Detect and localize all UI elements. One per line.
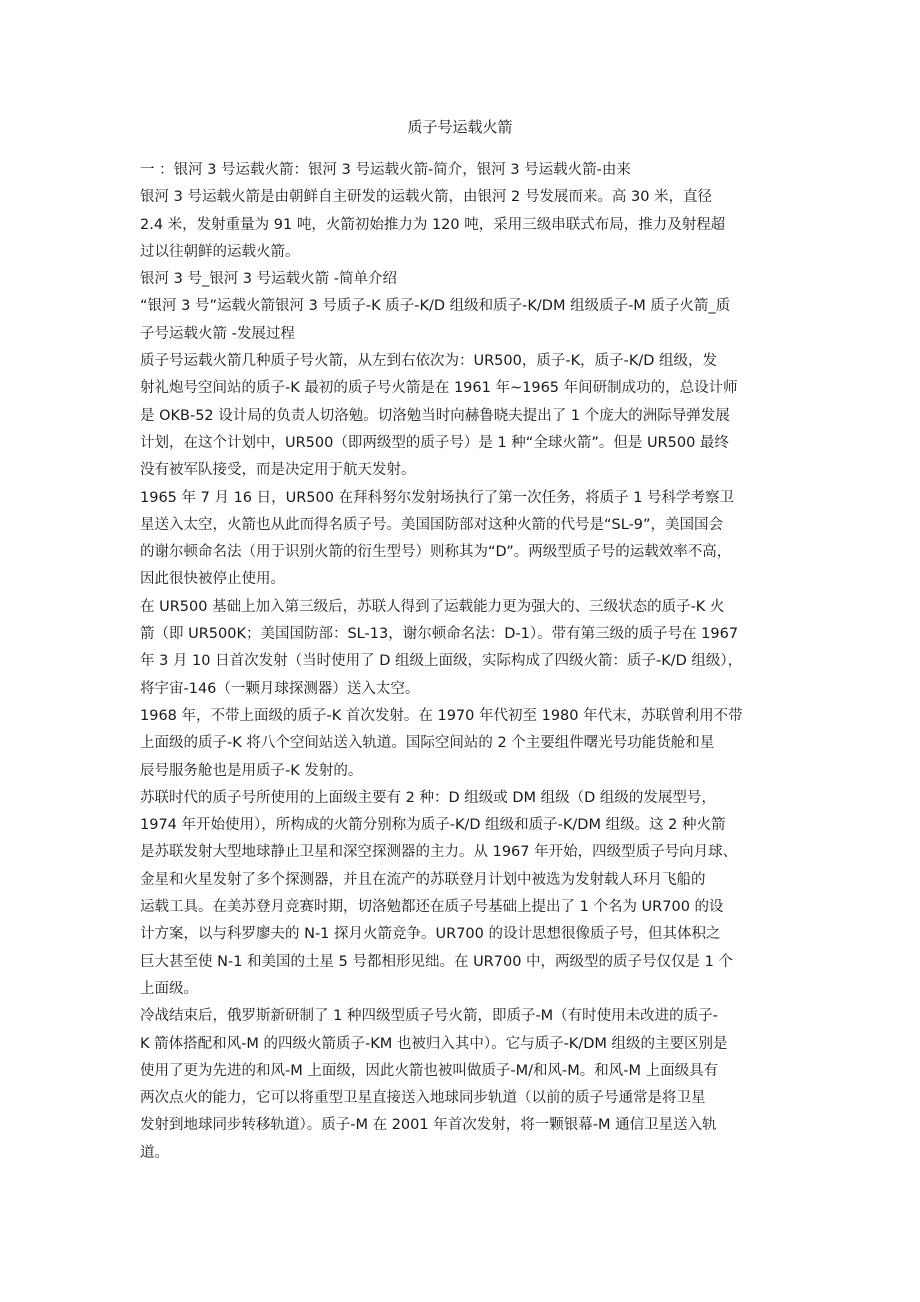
text-line: 在 UR500 基础上加入第三级后，苏联人得到了运载能力更为强大的、三级状态的质子-K 火 (140, 598, 725, 615)
text-line: “银河 3 号”运载火箭银河 3 号质子-K 质子-K/D 组级和质子-K/DM 组级质子-M 质子火箭_质 (140, 298, 731, 315)
text-line: 金星和火星发射了多个探测器，并且在流产的苏联登月计划中被选为发射载人环月飞船的 (140, 871, 706, 888)
text-line: 上面级的质子-K 将八个空间站送入轨道。国际空间站的 2 个主要组件曙光号功能货舱和星 (140, 735, 715, 752)
text-line: 冷战结束后，俄罗斯新研制了 1 种四级型质子号火箭，即质子-M（有时使用未改进的质子- (140, 1008, 718, 1025)
text-line: 发射到地球同步转移轨道）。质子-M 在 2001 年首次发射，将一颗银幕-M 通信卫星送入轨 (140, 1117, 717, 1134)
text-line: 1968 年，不带上面级的质子-K 首次发射。在 1970 年代初至 1980 年代末，苏联曾利用不带 (140, 707, 743, 724)
text-line: 1965 年 7 月 16 日，UR500 在拜科努尔发射场执行了第一次任务，将质子 1 号科学考察卫 (140, 489, 735, 506)
text-line: 两次点火的能力，它可以将重型卫星直接送入地球同步轨道（以前的质子号通常是将卫星 (140, 1090, 706, 1107)
text-line: 银河 3 号运载火箭是由朝鲜自主研发的运载火箭，由银河 2 号发展而来。高 30 米，直径 (140, 189, 713, 206)
text-line: 是 OKB-52 设计局的负责人切洛勉。切洛勉当时向赫鲁晓夫提出了 1 个庞大的洲际导弹发展 (140, 407, 730, 424)
text-line: 没有被军队接受，而是决定用于航天发射。 (140, 462, 416, 479)
text-line: 计划，在这个计划中，UR500（即两级型的质子号）是 1 种“全球火箭”。但是 UR500 最终 (140, 434, 729, 451)
text-line: 计方案，以与科罗廖夫的 N-1 探月火箭竞争。UR700 的设计思想很像质子号，但其体积之 (140, 926, 721, 943)
document-body (140, 157, 780, 1167)
text-line: 苏联时代的质子号所使用的上面级主要有 2 种：D 组级或 DM 组级（D 组级的发展型号， (140, 789, 716, 806)
text-line: K 箭体搭配和风-M 的四级火箭质子-KM 也被归入其中）。它与质子-K/DM 组级的主要区别是 (140, 1035, 728, 1052)
text-line: 1974 年开始使用），所构成的火箭分别称为质子-K/D 组级和质子-K/DM 组级。这 2 种火箭 (140, 817, 726, 834)
text-line: 射礼炮号空间站的质子-K 最初的质子号火箭是在 1961 年~1965 年间研制成功的，总设计师 (140, 380, 738, 397)
text-line: 使用了更为先进的和风-M 上面级，因此火箭也被叫做质子-M/和风-M。和风-M 上面级具有 (140, 1062, 719, 1079)
text-line: 道。 (140, 1144, 169, 1161)
text-line: 2.4 米，发射重量为 91 吨，火箭初始推力为 120 吨，采用三级串联式布局，推力及射程超 (140, 216, 726, 233)
text-line: 一 ：银河 3 号运载火箭：银河 3 号运载火箭-简介，银河 3 号运载火箭-由来 (140, 162, 631, 178)
text-line: 是苏联发射大型地球静止卫星和深空探测器的主力。从 1967 年开始，四级型质子号向月球、 (140, 844, 738, 861)
text-line: 上面级。 (140, 980, 198, 997)
text-line: 运载工具。在美苏登月竞赛时期，切洛勉都还在质子号基础上提出了 1 个名为 UR700 的设 (140, 899, 724, 916)
text-line: 子号运载火箭 -发展过程 (140, 325, 295, 342)
text-line: 的谢尔顿命名法（用于识别火箭的衍生型号）则称其为“D”。两级型质子号的运载效率不高， (140, 544, 732, 561)
text-line: 箭（即 UR500K；美国国防部：SL-13，谢尔顿命名法：D-1）。带有第三级的质子号在 1967 (140, 626, 739, 643)
text-line: 质子号运载火箭几种质子号火箭，从左到右依次为：UR500，质子-K，质子-K/D 组级，发 (140, 353, 718, 370)
document-title: 质子号运载火箭 (407, 118, 513, 136)
text-line: 星送入太空，火箭也从此而得名质子号。美国国防部对这种火箭的代号是“SL-9”，美国国会 (140, 516, 724, 533)
text-line: 过以往朝鲜的运载火箭。 (140, 243, 300, 260)
text-line: 银河 3 号_银河 3 号运载火箭 -简单介绍 (140, 271, 397, 288)
text-line: 巨大甚至使 N-1 和美国的土星 5 号都相形见绌。在 UR700 中，两级型的质子号仅仅是 1 个 (140, 953, 733, 970)
text-line: 年 3 月 10 日首次发射（当时使用了 D 组级上面级，实际构成了四级火箭：质子-K/D 组级）， (140, 653, 743, 670)
text-line: 辰号服务舱也是用质子-K 发射的。 (140, 762, 363, 779)
text-line: 因此很快被停止使用。 (140, 571, 285, 588)
text-line: 将宇宙-146（一颗月球探测器）送入太空。 (140, 680, 420, 697)
